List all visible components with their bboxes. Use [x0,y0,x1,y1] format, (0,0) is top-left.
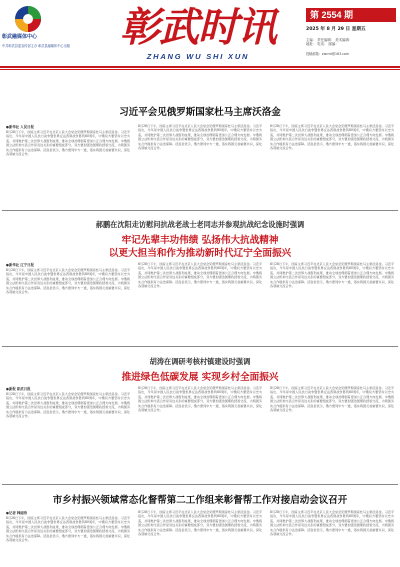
article-3-col-2: 8月28日下午，国家主席习近平在北京人民大会堂会见俄罗斯国家杜马主席沃洛金。习近平指出，今年是中国人民抗日战争暨世界反法西斯战争胜利80周年，中俄双方要坚持以史为鉴，共同维护第二次世界大战胜利成果，推动全球治理朝着更加公正合理方向发展。中俄两国立法机构交流合作是双边关系的重要组成部分，双方要加强治国理政经验交流，为两国务实合作提供有力法治保障。沃洛金表示，俄方愿同中方一道，落实两国元首重要共识，深化各领域交流合作。 [138,386,262,413]
article-2-col-2: 8月28日下午，国家主席习近平在北京人民大会堂会见俄罗斯国家杜马主席沃洛金。习近平指出，今年是中国人民抗日战争暨世界反法西斯战争胜利80周年，中俄双方要坚持以史为鉴，共同维护第二次世界大战胜利成果，推动全球治理朝着更加公正合理方向发展。中俄两国立法机构交流合作是双边关系的重要组成部分，双方要加强治国理政经验交流，为两国务实合作提供有力法治保障。沃洛金表示，俄方愿同中方一道，落实两国元首重要共识，深化各领域交流合作。 [138,262,262,289]
article-2-headline-line-1: 牢记先辈丰功伟绩 弘扬伟大抗战精神 [121,235,279,246]
contact-email: 投稿邮箱：zwrmt@163.com [306,52,349,56]
article-1-byline: ●新华社 人民日报 [6,125,34,129]
article-2-byline: ●新华社 辽宁日报 [6,263,34,267]
organizer-text: 中共彰武县委宣传部主办 彰武县融媒体中心出版 [2,44,70,48]
article-4-col-2: 8月28日下午，国家主席习近平在北京人民大会堂会见俄罗斯国家杜马主席沃洛金。习近平指出，今年是中国人民抗日战争暨世界反法西斯战争胜利80周年，中俄双方要坚持以史为鉴，共同维护第二次世界大战胜利成果，推动全球治理朝着更加公正合理方向发展。中俄两国立法机构交流合作是双边关系的重要组成部分，双方要加强治国理政经验交流，为两国务实合作提供有力法治保障。沃洛金表示，俄方愿同中方一道，落实两国元首重要共识，深化各领域交流合作。 [138,510,262,537]
masthead-info-line: 地址： 电话： 邮编： [306,42,339,47]
masthead-info-line: 主编： 责任编辑： 美术编辑： [306,38,353,42]
article-3-col-1: 8月28日下午，国家主席习近平在北京人民大会堂会见俄罗斯国家杜马主席沃洛金。习近平指出，今年是中国人民抗日战争暨世界反法西斯战争胜利80周年，中俄双方要坚持以史为鉴，共同维护第二次世界大战胜利成果，推动全球治理朝着更加公正合理方向发展。中俄两国立法机构交流合作是双边关系的重要组成部分，双方要加强治国理政经验交流，为两国务实合作提供有力法治保障。沃洛金表示，俄方愿同中方一道，落实两国元首重要共识，深化各领域交流合作。 [6,392,130,419]
article-2-col-1: 8月28日下午，国家主席习近平在北京人民大会堂会见俄罗斯国家杜马主席沃洛金。习近平指出，今年是中国人民抗日战争暨世界反法西斯战争胜利80周年，中俄双方要坚持以史为鉴，共同维护第二次世界大战胜利成果，推动全球治理朝着更加公正合理方向发展。中俄两国立法机构交流合作是双边关系的重要组成部分，双方要加强治国理政经验交流，为两国务实合作提供有力法治保障。沃洛金表示，俄方愿同中方一道，落实两国元首重要共识，深化各领域交流合作。 [6,268,130,295]
article-1-col-1: 8月28日下午，国家主席习近平在北京人民大会堂会见俄罗斯国家杜马主席沃洛金。习近平指出，今年是中国人民抗日战争暨世界反法西斯战争胜利80周年，中俄双方要坚持以史为鉴，共同维护第二次世界大战胜利成果，推动全球治理朝着更加公正合理方向发展。中俄两国立法机构交流合作是双边关系的重要组成部分，双方要加强治国理政经验交流，为两国务实合作提供有力法治保障。沃洛金表示，俄方愿同中方一道，落实两国元首重要共识，深化各领域交流合作。 [6,130,130,157]
logo-caption: 彰武融媒体中心 [2,34,38,40]
masthead-divider-thin [0,69,400,70]
article-2-col-3: 8月28日下午，国家主席习近平在北京人民大会堂会见俄罗斯国家杜马主席沃洛金。习近平指出，今年是中国人民抗日战争暨世界反法西斯战争胜利80周年，中俄双方要坚持以史为鉴，共同维护第二次世界大战胜利成果，推动全球治理朝着更加公正合理方向发展。中俄两国立法机构交流合作是双边关系的重要组成部分，双方要加强治国理政经验交流，为两国务实合作提供有力法治保障。沃洛金表示，俄方愿同中方一道，落实两国元首重要共识，深化各领域交流合作。 [270,262,394,289]
article-3-kicker: 胡涛在调研考核村镇建设时强调 [149,357,251,366]
article-4-col-3: 8月28日下午，国家主席习近平在北京人民大会堂会见俄罗斯国家杜马主席沃洛金。习近平指出，今年是中国人民抗日战争暨世界反法西斯战争胜利80周年，中俄双方要坚持以史为鉴，共同维护第二次世界大战胜利成果，推动全球治理朝着更加公正合理方向发展。中俄两国立法机构交流合作是双边关系的重要组成部分，双方要加强治国理政经验交流，为两国务实合作提供有力法治保障。沃洛金表示，俄方愿同中方一道，落实两国元首重要共识，深化各领域交流合作。 [270,510,394,537]
newspaper-title: 彰武时讯 [120,4,276,51]
masthead-divider [0,66,400,68]
article-4-byline: ●记者 韩丽伟 [6,511,28,515]
article-3-col-3: 8月28日下午，国家主席习近平在北京人民大会堂会见俄罗斯国家杜马主席沃洛金。习近平指出，今年是中国人民抗日战争暨世界反法西斯战争胜利80周年，中俄双方要坚持以史为鉴，共同维护第二次世界大战胜利成果，推动全球治理朝着更加公正合理方向发展。中俄两国立法机构交流合作是双边关系的重要组成部分，双方要加强治国理政经验交流，为两国务实合作提供有力法治保障。沃洛金表示，俄方愿同中方一道，落实两国元首重要共识，深化各领域交流合作。 [270,386,394,413]
article-4-headline: 市乡村振兴领域常态化督帮第二工作组来彰督帮工作对接启动会议召开 [52,495,348,506]
article-2-headline-line-2: 以更大担当和作为推动新时代辽宁全面振兴 [108,248,292,259]
section-divider [2,346,398,347]
newspaper-logo-icon [6,4,50,34]
masthead-info [306,38,400,47]
section-divider [2,210,398,211]
section-divider [2,484,398,485]
newspaper-title-pinyin: ZHANG WU SHI XUN [146,52,250,61]
article-3-headline: 推进绿色低碳发展 实现乡村全面振兴 [121,372,279,383]
article-2-kicker: 郝鹏在沈阳走访慰问抗战老战士老同志并参观抗战纪念设施时强调 [95,220,305,229]
article-1-col-2: 8月28日下午，国家主席习近平在北京人民大会堂会见俄罗斯国家杜马主席沃洛金。习近平指出，今年是中国人民抗日战争暨世界反法西斯战争胜利80周年，中俄双方要坚持以史为鉴，共同维护第二次世界大战胜利成果，推动全球治理朝着更加公正合理方向发展。中俄两国立法机构交流合作是双边关系的重要组成部分，双方要加强治国理政经验交流，为两国务实合作提供有力法治保障。沃洛金表示，俄方愿同中方一道，落实两国元首重要共识，深化各领域交流合作。 [138,124,262,151]
article-1-col-3: 8月28日下午，国家主席习近平在北京人民大会堂会见俄罗斯国家杜马主席沃洛金。习近平指出，今年是中国人民抗日战争暨世界反法西斯战争胜利80周年，中俄双方要坚持以史为鉴，共同维护第二次世界大战胜利成果，推动全球治理朝着更加公正合理方向发展。中俄两国立法机构交流合作是双边关系的重要组成部分，双方要加强治国理政经验交流，为两国务实合作提供有力法治保障。沃洛金表示，俄方愿同中方一道，落实两国元首重要共识，深化各领域交流合作。 [270,124,394,151]
publication-date: 2025 年 8 月 29 日 星期五 [306,27,366,32]
issue-number-badge: 第 2554 期 [306,8,396,22]
article-4-col-1: 8月28日下午，国家主席习近平在北京人民大会堂会见俄罗斯国家杜马主席沃洛金。习近平指出，今年是中国人民抗日战争暨世界反法西斯战争胜利80周年，中俄双方要坚持以史为鉴，共同维护第二次世界大战胜利成果，推动全球治理朝着更加公正合理方向发展。中俄两国立法机构交流合作是双边关系的重要组成部分，双方要加强治国理政经验交流，为两国务实合作提供有力法治保障。沃洛金表示，俄方愿同中方一道，落实两国元首重要共识，深化各领域交流合作。 [6,516,130,543]
article-3-byline: ●新报 彰武日报 [6,387,31,391]
article-1-headline: 习近平会见俄罗斯国家杜马主席沃洛金 [119,107,281,118]
